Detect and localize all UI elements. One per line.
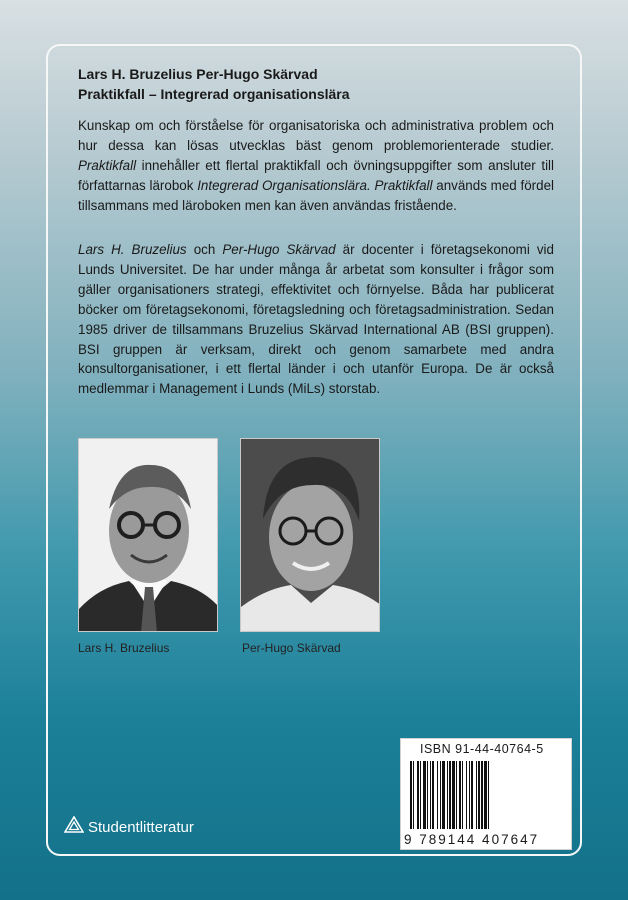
- authors-bio-paragraph: [78, 240, 554, 399]
- photo-caption-bruzelius: Lars H. Bruzelius: [78, 641, 170, 655]
- paragraph-text: används med fördel tillsammans med läroboken men kan även användas fristående.: [78, 177, 554, 213]
- paragraph-emphasis: Praktikfall: [78, 157, 137, 173]
- publisher-logo-icon: [64, 816, 84, 838]
- paragraph-emphasis: Integrerad Organisationslära. Praktikfall: [197, 177, 433, 193]
- paragraph-emphasis: Per-Hugo Skärvad: [222, 242, 336, 257]
- book-title: Praktikfall – Integrerad organisationslära: [78, 86, 350, 102]
- author-photo-skarvad: [240, 438, 380, 632]
- paragraph-text: är docenter i företagsekonomi vid Lunds Universitet. De har under många år arbetat som konsulter i frågor som gäller organisationers strategi, effektivitet och förnyelse. Båda har publicerat böcker om företagsekonomi, företagsledning och företagsadministration. Sedan 1985 driver de tillsammans Bruzelius Skärvad International AB (BSI gruppen). BSI gruppen är verksam, direkt och genom samarbete med andra konsultorganisationer, i ett flertal länder i och utanför Europa. De är också medlemmar i Management i Lunds (MiLs) storstab.: [78, 242, 554, 397]
- photo-caption-skarvad: Per-Hugo Skärvad: [242, 641, 341, 655]
- barcode-number: 9 789144 407647: [404, 832, 540, 847]
- paragraph-text: innehåller ett flertal praktikfall och övningsuppgifter som ansluter till författarnas lärobok: [78, 157, 554, 193]
- paragraph-emphasis: Lars H. Bruzelius: [78, 242, 187, 257]
- author-photo-bruzelius: [78, 438, 218, 632]
- paragraph-text: och: [186, 242, 223, 257]
- isbn-text: ISBN 91-44-40764-5: [420, 742, 544, 756]
- barcode-bars: [406, 761, 566, 831]
- description-paragraph: [78, 116, 554, 216]
- publisher-logo: [64, 816, 194, 838]
- paragraph-text: Kunskap om och förståelse för organisatoriska och administrativa problem och hur dessa kan lösas utvecklas bäst genom problemorienterade studier.: [78, 118, 554, 153]
- authors-heading: Lars H. Bruzelius Per-Hugo Skärvad: [78, 66, 318, 82]
- publisher-name: Studentlitteratur: [88, 818, 194, 836]
